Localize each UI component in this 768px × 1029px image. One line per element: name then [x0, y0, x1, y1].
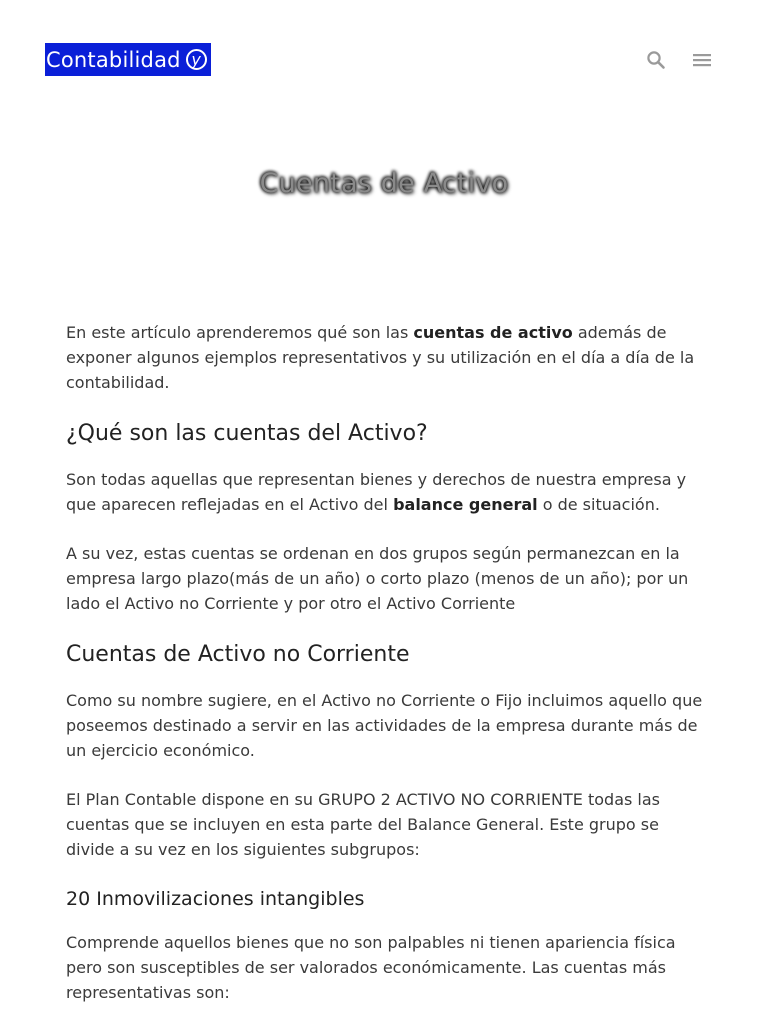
search-button[interactable] — [643, 47, 669, 73]
logo-text: Contabilidad — [46, 47, 181, 72]
article-body — [66, 320, 708, 1029]
intro-text: En este artículo aprenderemos qué son las — [66, 323, 414, 342]
search-icon — [646, 50, 666, 70]
plan-contable-paragraph: El Plan Contable dispone en su GRUPO 2 ACTIVO NO CORRIENTE todas las cuentas que se incluyen en esta parte del Balance General. Este grupo se divide a su vez en los siguientes subgrupos: — [66, 790, 660, 859]
menu-button[interactable] — [689, 47, 715, 73]
grupos-paragraph: A su vez, estas cuentas se ordenan en dos grupos según permanezcan en la empresa largo plazo(más de un año) o corto plazo (menos de un año); por un lado el Activo no Corriente y por otro el Activo Corriente — [66, 544, 689, 613]
heading-que-son: ¿Qué son las cuentas del Activo? — [66, 421, 428, 446]
intro-bold-term: cuentas de activo — [413, 323, 573, 342]
site-logo-link[interactable] — [45, 43, 211, 76]
hamburger-menu-icon — [693, 52, 711, 68]
que-son-text-end: o de situación. — [537, 495, 660, 514]
que-son-text: Son todas aquellas que representan bienes y derechos de nuestra empresa y que aparecen reflejadas en el Activo del — [66, 470, 687, 514]
site-header — [0, 0, 768, 118]
intro-text-end: además de exponer algunos ejemplos representativos y su utilización en el día a día de la contabilidad. — [66, 323, 695, 392]
balance-general-term: balance general — [393, 495, 538, 514]
heading-no-corriente: Cuentas de Activo no Corriente — [66, 642, 410, 667]
no-corriente-paragraph: Como su nombre sugiere, en el Activo no Corriente o Fijo incluimos aquello que poseemos destinado a servir en las actividades de la empresa durante más de un ejercicio económico. — [66, 691, 703, 760]
logo-mark-icon: y — [186, 49, 207, 70]
page-title: Cuentas de Activo — [259, 168, 509, 199]
heading-intangibles: 20 Inmovilizaciones intangibles — [66, 888, 365, 910]
intro-paragraph — [66, 320, 708, 395]
que-son-paragraph — [66, 467, 708, 517]
intangibles-paragraph: Comprende aquellos bienes que no son palpables ni tienen apariencia física pero son susceptibles de ser valorados económicamente. Las cuentas más representativas son: — [66, 933, 676, 1002]
